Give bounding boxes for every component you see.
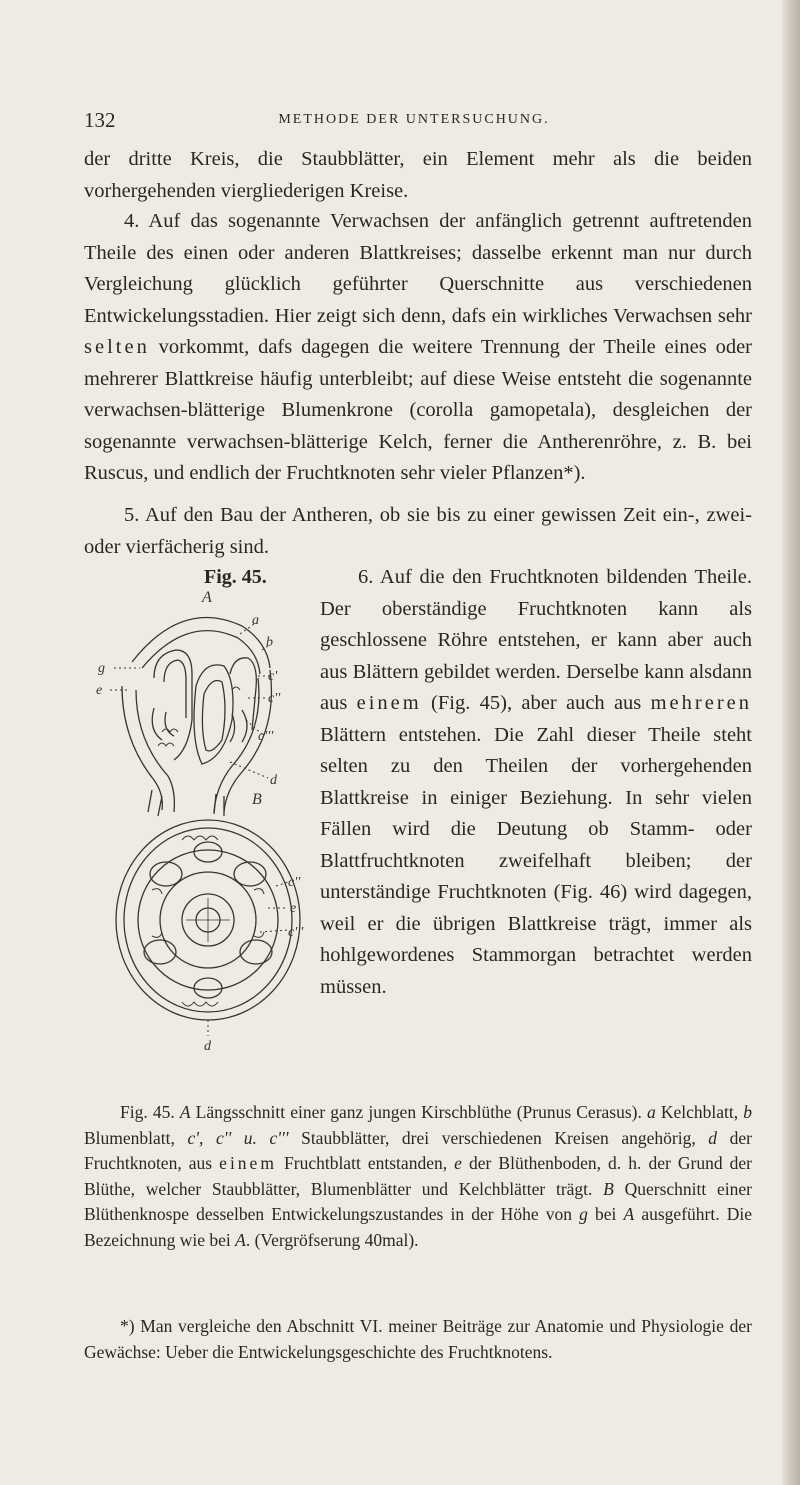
label-b-c2: c''	[288, 875, 301, 890]
label-g: g	[98, 661, 105, 676]
longitudinal-section-drawing	[122, 617, 271, 816]
label-b-d: d	[204, 1039, 211, 1054]
label-b-e: e	[290, 901, 297, 916]
figure-part-a-label: A	[202, 590, 212, 606]
label-c2: c''	[268, 691, 281, 706]
label-b: b	[266, 635, 273, 650]
paragraph-5: 5. Auf den Bau der Antheren, ob sie bis zu einer gewissen Zeit ein-, zwei- oder vierfächerig sind.	[84, 504, 752, 558]
figure-part-b-label: B	[252, 791, 262, 808]
figure-caption: Fig. 45. A Längsschnitt einer ganz jungen Kirschblüthe (Prunus Cerasus). a Kelchblatt, b Blumenblatt, c', c'' u. c''' Staubblätter, drei verschiedenen Kreisen angehörig, d der Fruchtknoten, aus einem Fruchtblatt entstanden, e der Blüthenboden, d. h. der Grund der Blüthe, welcher Staubblätter, Blumenblätter und Kelchblätter trägt. B Querschnitt einer Blüthenknospe desselben Entwickelungszustandes in der Höhe von g bei A ausgeführt. Die Bezeichnung wie bei A. (Vergröfserung 40mal).	[84, 1102, 752, 1250]
label-b-c3: c'''	[288, 925, 304, 940]
label-c1: c'	[268, 669, 278, 684]
label-d: d	[270, 773, 277, 788]
page-number: 132	[84, 108, 116, 132]
label-c3: c'''	[258, 729, 274, 744]
paragraph-continuation: der dritte Kreis, die Staubblätter, ein Element mehr als die beiden vorhergehenden viergliederigen Kreise.	[84, 148, 752, 202]
figure-45-illustration	[92, 590, 322, 1090]
cross-section-drawing	[116, 820, 300, 1020]
label-a: a	[252, 613, 259, 628]
page-edge-shadow	[782, 0, 800, 1485]
label-e: e	[96, 683, 103, 698]
page-header	[84, 108, 744, 138]
figure-label: Fig. 45.	[204, 566, 267, 588]
footnote: *) Man vergleiche den Abschnitt VI. meiner Beiträge zur Anatomie und Physiologie der Gewächse: Ueber die Entwickelungsgeschichte des Fruchtknotens.	[84, 1316, 752, 1362]
paragraph-4: 4. Auf das sogenannte Verwachsen der anfänglich getrennt auftretenden Theile des einen oder anderen Blattkreises; dasselbe erkennt man nur durch Vergleichung glücklich geführter Querschnitte aus verschiedenen Entwickelungsstadien. Hier zeigt sich denn, dafs ein wirkliches Verwachsen sehr selten vorkommt, dafs dagegen die weitere Trennung der Theile eines oder mehrerer Blattkreise häufig unterbleibt; auf diese Weise entsteht die sogenannte verwachsen-blätterige Blumenkrone (corolla gamopetala), desgleichen der sogenannte verwachsen-blätterige Kelch, ferner die Antherenröhre, z. B. bei Ruscus, und endlich der Fruchtknoten sehr vieler Pflanzen*).	[84, 210, 752, 484]
paragraph-6: 6. Auf die den Fruchtknoten bildenden Theile. Der oberständige Fruchtknoten kann als geschlossene Röhre entstehen, er kann aber auch aus Blättern gebildet werden. Derselbe kann alsdann aus einem (Fig. 45), aber auch aus mehreren Blättern entstehen. Die Zahl dieser Theile steht selten zu den Theilen der vorhergehenden Blattkreise in einiger Beziehung. In sehr vielen Fällen wird die Deutung ob Stamm- oder Blattfruchtknoten zweifelhaft bleiben; der unterständige Fruchtknoten (Fig. 46) wird dagegen, weil er die übrigen Blattkreise trägt, immer als hohlgewordenes Stammorgan betrachtet werden müssen.	[320, 566, 752, 998]
running-title: METHODE DER UNTERSUCHUNG.	[278, 112, 550, 127]
